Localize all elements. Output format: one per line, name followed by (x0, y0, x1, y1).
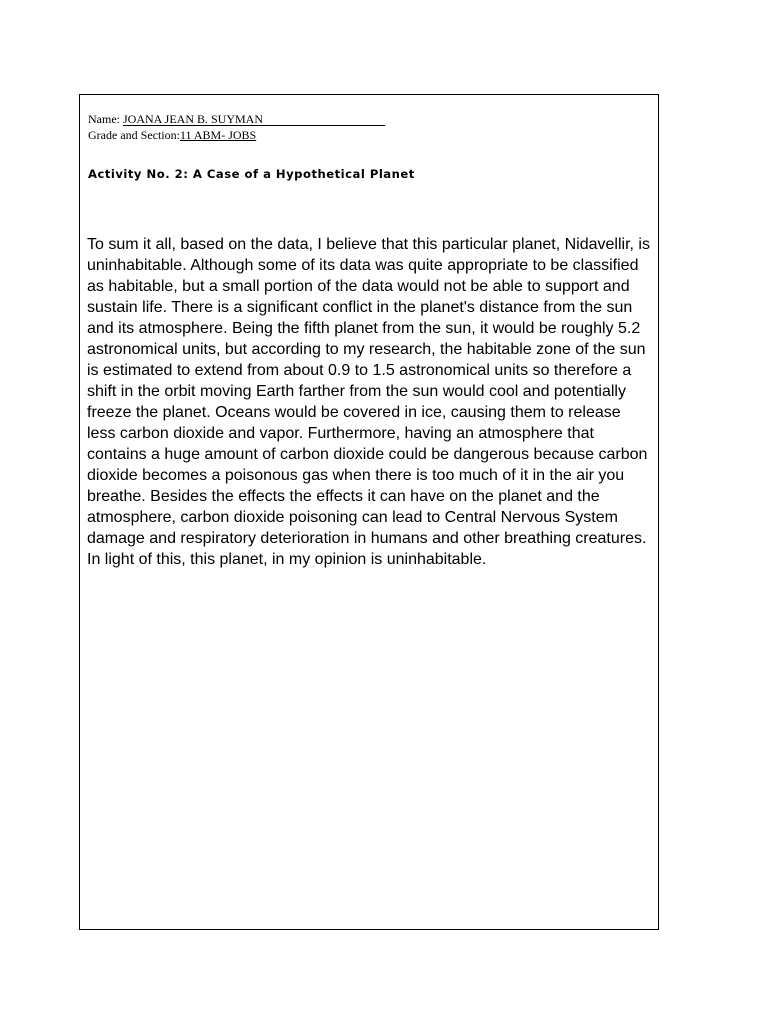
grade-label: Grade and Section: (88, 128, 180, 142)
grade-value: 11 ABM- JOBS (179, 128, 257, 142)
name-value: JOANA JEAN B. SUYMAN (123, 113, 385, 126)
name-line (88, 112, 385, 126)
essay-paragraph: To sum it all, based on the data, I believe that this particular planet, Nidavellir, is uninhabitable. Although some of its data was quite appropriate to be classified as habitable, but a small portion of the data would not be able to support and sustain life. There is a significant conflict in the planet's distance from the sun and its atmosphere. Being the fifth planet from the sun, it would be roughly 5.2 astronomical units, but according to my research, the habitable zone of the sun is estimated to extend from about 0.9 to 1.5 astronomical units so therefore a shift in the orbit moving Earth farther from the sun would cool and potentially freeze the planet. Oceans would be covered in ice, causing them to release less carbon dioxide and vapor. Furthermore, having an atmosphere that contains a huge amount of carbon dioxide could be dangerous because carbon dioxide becomes a poisonous gas when there is too much of it in the air you breathe. Besides the effects the effects it can have on the planet and the atmosphere, carbon dioxide poisoning can lead to Central Nervous System damage and respiratory deterioration in humans and other breathing creatures. In light of this, this planet, in my opinion is uninhabitable. (87, 236, 650, 568)
name-label: Name: (88, 112, 120, 126)
activity-title: Activity No. 2: A Case of a Hypothetical Planet (88, 167, 415, 181)
grade-section-line (88, 128, 256, 142)
document-page (79, 94, 659, 930)
